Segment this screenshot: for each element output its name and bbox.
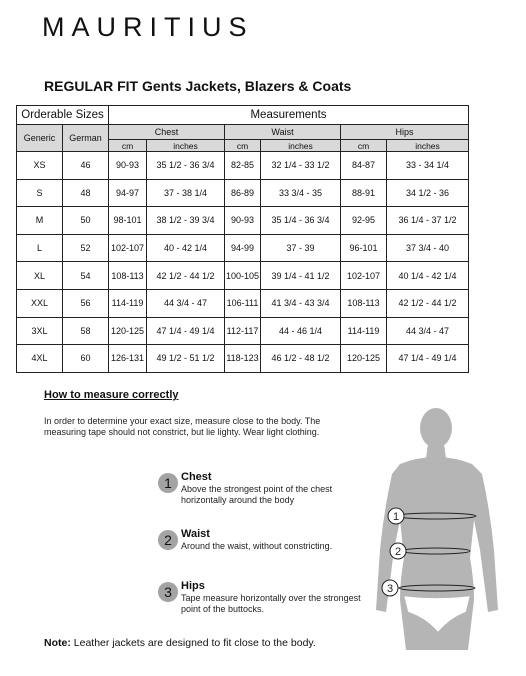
step-title: Hips [181, 580, 205, 592]
table-row [17, 234, 469, 262]
cell-generic: XS [17, 152, 63, 180]
header-waist-inches: inches [261, 140, 341, 152]
cell-hips-inches: 47 1/4 - 49 1/4 [387, 345, 469, 373]
cell-generic: 4XL [17, 345, 63, 373]
step-number-1: 1 [158, 473, 178, 493]
cell-chest-inches: 38 1/2 - 39 3/4 [147, 207, 225, 235]
step-title: Chest [181, 471, 212, 483]
cell-waist-inches: 35 1/4 - 36 3/4 [261, 207, 341, 235]
cell-german: 58 [63, 317, 109, 345]
cell-chest-cm: 90-93 [109, 152, 147, 180]
step-number-2: 2 [158, 530, 178, 550]
cell-chest-inches: 47 1/4 - 49 1/4 [147, 317, 225, 345]
cell-generic: 3XL [17, 317, 63, 345]
cell-generic: M [17, 207, 63, 235]
cell-waist-cm: 90-93 [225, 207, 261, 235]
cell-chest-cm: 94-97 [109, 179, 147, 207]
cell-waist-cm: 86-89 [225, 179, 261, 207]
step-description: Around the waist, without constricting. [181, 541, 333, 551]
cell-waist-cm: 82-85 [225, 152, 261, 180]
marker-1-label: 1 [392, 511, 400, 523]
cell-hips-cm: 102-107 [341, 262, 387, 290]
cell-generic: XL [17, 262, 63, 290]
table-row [17, 317, 469, 345]
cell-waist-cm: 106-111 [225, 289, 261, 317]
cell-german: 54 [63, 262, 109, 290]
cell-german: 46 [63, 152, 109, 180]
table-row [17, 207, 469, 235]
cell-generic: S [17, 179, 63, 207]
howto-heading: How to measure correctly [44, 389, 179, 401]
cell-hips-inches: 33 - 34 1/4 [387, 152, 469, 180]
header-chest-cm: cm [109, 140, 147, 152]
note-text: Leather jackets are designed to fit close to the body. [70, 637, 316, 649]
howto-intro: In order to determine your exact size, measure close to the body. The measuring tape should not constrict, but lie lighty. Wear light clothing. [44, 416, 321, 437]
step-description: Above the strongest point of the chest horizontally around the body [181, 484, 333, 505]
cell-waist-cm: 94-99 [225, 234, 261, 262]
cell-chest-cm: 108-113 [109, 262, 147, 290]
cell-german: 48 [63, 179, 109, 207]
body-figure-icon [370, 400, 510, 660]
cell-hips-cm: 92-95 [341, 207, 387, 235]
header-hips-inches: inches [387, 140, 469, 152]
note [44, 637, 316, 649]
cell-chest-cm: 120-125 [109, 317, 147, 345]
cell-hips-cm: 96-101 [341, 234, 387, 262]
header-measurements: Measurements [109, 106, 469, 125]
cell-german: 60 [63, 345, 109, 373]
cell-waist-inches: 32 1/4 - 33 1/2 [261, 152, 341, 180]
cell-hips-inches: 44 3/4 - 47 [387, 317, 469, 345]
cell-chest-cm: 98-101 [109, 207, 147, 235]
step-description: Tape measure horizontally over the strongest point of the buttocks. [181, 593, 361, 614]
cell-waist-cm: 112-117 [225, 317, 261, 345]
cell-chest-inches: 49 1/2 - 51 1/2 [147, 345, 225, 373]
cell-chest-inches: 40 - 42 1/4 [147, 234, 225, 262]
cell-waist-inches: 44 - 46 1/4 [261, 317, 341, 345]
header-waist-cm: cm [225, 140, 261, 152]
cell-hips-inches: 34 1/2 - 36 [387, 179, 469, 207]
cell-hips-cm: 108-113 [341, 289, 387, 317]
cell-chest-cm: 102-107 [109, 234, 147, 262]
header-chest-inches: inches [147, 140, 225, 152]
cell-waist-inches: 37 - 39 [261, 234, 341, 262]
note-label: Note: [44, 637, 71, 649]
cell-german: 50 [63, 207, 109, 235]
header-chest: Chest [109, 125, 225, 140]
cell-chest-inches: 44 3/4 - 47 [147, 289, 225, 317]
table-row [17, 152, 469, 180]
header-hips: Hips [341, 125, 469, 140]
cell-waist-inches: 39 1/4 - 41 1/2 [261, 262, 341, 290]
cell-waist-inches: 33 3/4 - 35 [261, 179, 341, 207]
cell-hips-inches: 40 1/4 - 42 1/4 [387, 262, 469, 290]
cell-german: 52 [63, 234, 109, 262]
cell-chest-inches: 35 1/2 - 36 3/4 [147, 152, 225, 180]
cell-chest-cm: 126-131 [109, 345, 147, 373]
cell-chest-inches: 42 1/2 - 44 1/2 [147, 262, 225, 290]
header-orderable-sizes: Orderable Sizes [17, 106, 109, 125]
cell-hips-inches: 36 1/4 - 37 1/2 [387, 207, 469, 235]
cell-hips-cm: 114-119 [341, 317, 387, 345]
cell-waist-cm: 118-123 [225, 345, 261, 373]
cell-hips-inches: 42 1/2 - 44 1/2 [387, 289, 469, 317]
step-number-3: 3 [158, 582, 178, 602]
cell-hips-cm: 88-91 [341, 179, 387, 207]
table-row [17, 345, 469, 373]
header-hips-cm: cm [341, 140, 387, 152]
size-table [16, 105, 469, 373]
cell-german: 56 [63, 289, 109, 317]
marker-2-label: 2 [394, 546, 402, 558]
cell-waist-inches: 41 3/4 - 43 3/4 [261, 289, 341, 317]
cell-hips-inches: 37 3/4 - 40 [387, 234, 469, 262]
table-row [17, 262, 469, 290]
cell-hips-cm: 120-125 [341, 345, 387, 373]
header-waist: Waist [225, 125, 341, 140]
step-title: Waist [181, 528, 210, 540]
cell-generic: XXL [17, 289, 63, 317]
cell-chest-cm: 114-119 [109, 289, 147, 317]
cell-waist-cm: 100-105 [225, 262, 261, 290]
cell-chest-inches: 37 - 38 1/4 [147, 179, 225, 207]
page-title: REGULAR FIT Gents Jackets, Blazers & Coats [44, 78, 352, 94]
marker-3-label: 3 [386, 583, 394, 595]
cell-hips-cm: 84-87 [341, 152, 387, 180]
brand-logo: MAURITIUS [42, 12, 254, 42]
cell-waist-inches: 46 1/2 - 48 1/2 [261, 345, 341, 373]
table-row [17, 289, 469, 317]
cell-generic: L [17, 234, 63, 262]
table-row [17, 179, 469, 207]
header-generic: Generic [17, 125, 63, 152]
header-german: German [63, 125, 109, 152]
